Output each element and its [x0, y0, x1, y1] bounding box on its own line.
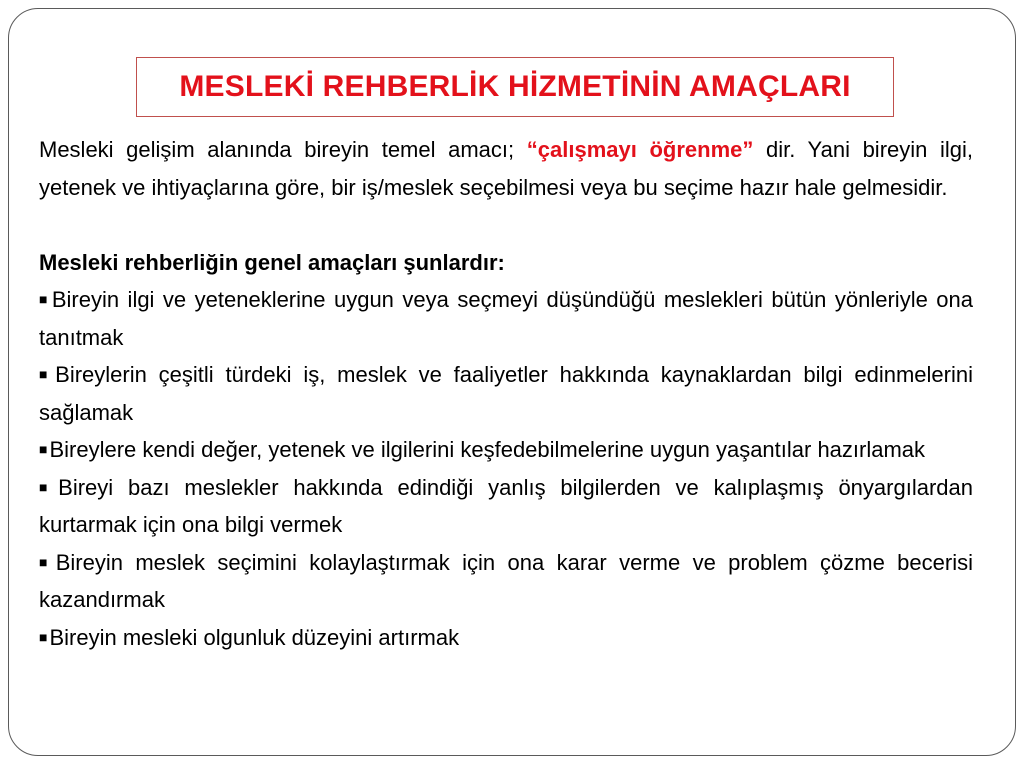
list-item-text: Bireyin ilgi ve yeteneklerine uygun veya seçmeyi düşündüğü meslekleri bütün yönleriyle ona tanıtmak — [39, 287, 973, 350]
list-item — [39, 431, 973, 469]
title-box — [136, 57, 894, 117]
list-item-text: Bireylere kendi değer, yetenek ve ilgilerini keşfedebilmelerine uygun yaşantılar hazırlamak — [49, 437, 926, 462]
goals-list — [39, 281, 973, 656]
square-bullet-icon: ■ — [39, 553, 54, 570]
list-item — [39, 469, 973, 544]
page-title: MESLEKİ REHBERLİK HİZMETİNİN AMAÇLARI — [179, 70, 851, 103]
intro-text-after: dir. Yani bireyin ilgi, yetenek ve ihtiyaçlarına göre, bir iş/meslek seçebilmesi veya bu seçime hazır hale gelmesidir. — [39, 137, 973, 200]
slide-content — [39, 131, 973, 656]
list-item-text: Bireyin mesleki olgunluk düzeyini artırmak — [49, 624, 460, 650]
list-item-text: Bireyi bazı meslekler hakkında edindiği yanlış bilgilerden ve kalıplaşmış önyargılardan kurtarmak için ona bilgi vermek — [39, 474, 973, 537]
list-item — [39, 356, 973, 431]
square-bullet-icon: ■ — [39, 291, 50, 307]
list-item — [39, 281, 973, 356]
intro-text-before: Mesleki gelişim alanında bireyin temel amacı; — [39, 137, 527, 162]
paragraph-spacer — [39, 206, 973, 244]
square-bullet-icon: ■ — [39, 366, 54, 382]
square-bullet-icon: ■ — [39, 441, 48, 457]
list-item-text: Bireylerin çeşitli türdeki iş, meslek ve faaliyetler hakkında kaynaklardan bilgi edinmelerini sağlamak — [39, 362, 973, 425]
intro-paragraph — [39, 131, 973, 206]
intro-highlight: “çalışmayı öğrenme” — [526, 137, 754, 162]
section-heading: Mesleki rehberliğin genel amaçları şunlardır: — [39, 249, 505, 275]
list-item — [39, 544, 973, 619]
square-bullet-icon: ■ — [39, 478, 57, 495]
list-item-text: Bireyin meslek seçimini kolaylaştırmak için ona karar verme ve problem çözme becerisi kazandırmak — [39, 549, 973, 612]
list-item — [39, 619, 973, 657]
square-bullet-icon: ■ — [39, 628, 48, 645]
